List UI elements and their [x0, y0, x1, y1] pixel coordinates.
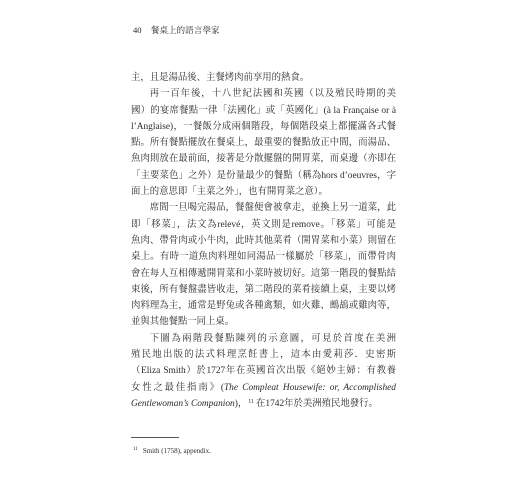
- paragraph: [131, 86, 396, 200]
- body-line: 國）的宴席餐點一律「法國化」或「英國化」(à la Française or à: [131, 105, 396, 116]
- line-segment: )，: [234, 398, 248, 409]
- body-line: 主，且是湯品後、主餐烤肉前享用的熱食。: [131, 73, 310, 83]
- line-segment: 女性之最佳指南》(: [131, 382, 224, 393]
- body-line: l’Anglaise)，一餐飯分成兩個階段，每個階段桌上都擺滿各式餐: [131, 121, 396, 132]
- line-segment: 在1742年於美洲殖民地發行。: [256, 398, 378, 409]
- body-line: 肉料理為主，通常是野兔或各種禽類，如火雞、鷓鴣或雞肉等，: [131, 301, 396, 312]
- footnote-reference: 11: [248, 398, 255, 405]
- footnote-divider: [131, 437, 179, 438]
- running-title: 餐桌上的語言學家: [150, 25, 220, 35]
- book-title-italic: Gentlewoman’s Companion: [131, 398, 235, 409]
- footnote-text: Smith (1758), appendix.: [142, 447, 211, 455]
- body-line: 桌上。有時一道魚肉料理如同湯品一樣屬於「移菜」，而帶骨肉: [131, 252, 396, 263]
- paragraph: [131, 200, 396, 330]
- body-line: 魚肉則放在最前面，接著是分散擺盤的開胃菜，而桌邊（亦即在: [131, 154, 396, 165]
- page-number: 40: [133, 25, 142, 35]
- footnote: [133, 444, 211, 457]
- body-line: 即「移菜」，法文為relevé，英文則是remove。「移菜」可能是: [131, 219, 396, 230]
- running-header: [133, 24, 220, 36]
- body-line: 束後，所有餐盤盡皆收走，第二階段的菜肴接續上桌，主要以烤: [131, 284, 396, 295]
- body-line: （Eliza Smith）於1727年在英國首次出版《絕妙主婦：有教養: [131, 366, 396, 377]
- body-line: 點。所有餐點擺放在餐桌上，最重要的餐點放正中間，而湯品、: [131, 138, 396, 149]
- paragraph: [131, 70, 396, 86]
- book-title-italic: The Compleat Housewife: or, Accomplished: [223, 382, 396, 393]
- body-line: 「主要菜色」之外）是份量最少的餐點（稱為hors d’oeuvres，字: [131, 170, 396, 181]
- body-line: 席間一旦喝完湯品，餐盤便會被拿走，並換上另一道菜，此: [149, 203, 396, 214]
- body-line: 並與其他餐點一同上桌。: [131, 317, 235, 328]
- body-line: 魚肉、帶骨肉或小牛肉，此時其他菜肴（開胃菜和小菜）則留在: [131, 235, 396, 246]
- body-line: 會在每人互相傳遞開胃菜和小菜時被切好。這第一階段的餐點結: [131, 268, 396, 279]
- body-line: 面上的意思即「主菜之外」，也有開胃菜之意）。: [131, 187, 328, 198]
- paragraph: [131, 331, 396, 412]
- body-line: 下圖為兩階段餐點陳列的示意圖，可見於首度在美洲: [149, 333, 396, 344]
- body-line: 殖民地出版的法式料理烹飪書上，這本由愛莉莎．史密斯: [131, 350, 396, 361]
- body-line: [131, 396, 396, 412]
- body-line: 再一百年後，十八世紀法國和英國（以及殖民時期的美: [149, 89, 396, 100]
- body-text: [131, 70, 396, 412]
- body-line: [131, 380, 396, 396]
- footnote-marker: 11: [133, 447, 138, 452]
